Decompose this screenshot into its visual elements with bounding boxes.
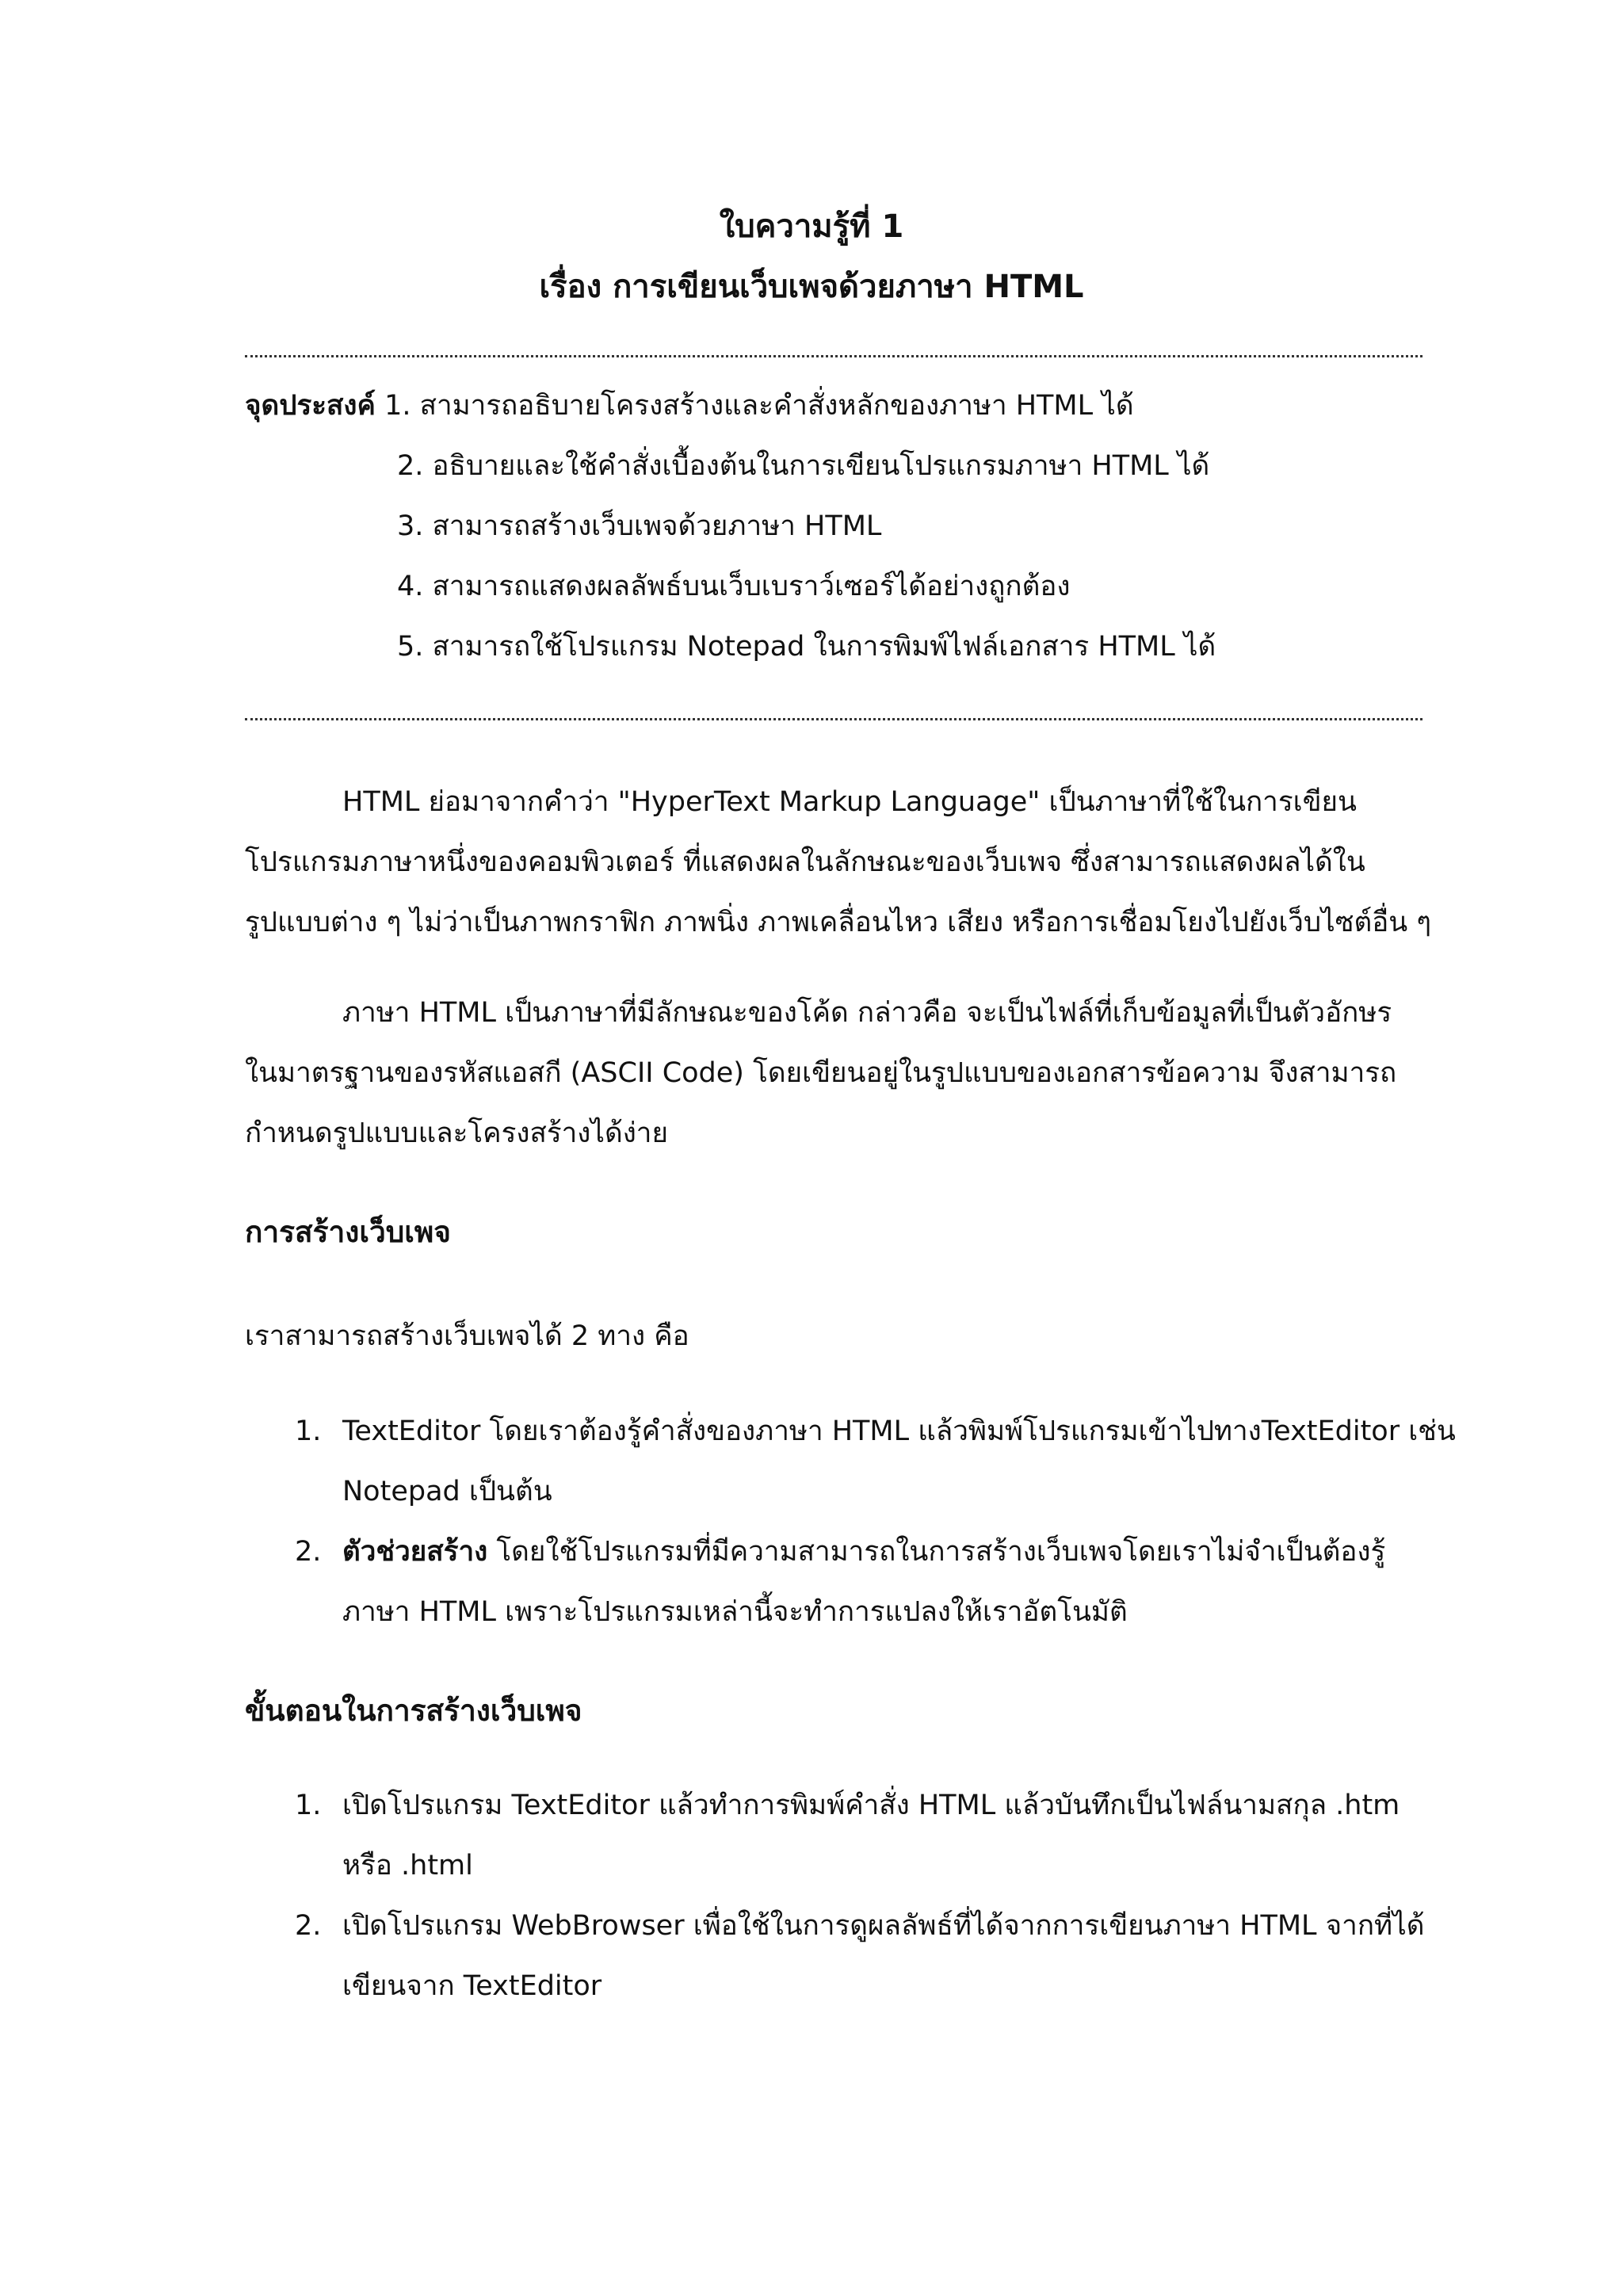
- intro-p2-line-2: ในมาตรฐานของรหัสแอสกี (ASCII Code) โดยเขียนอยู่ในรูปแบบของเอกสารข้อความ จึงสามารถ: [245, 1057, 1397, 1089]
- create-item-2-term: ตัวช่วยสร้าง: [342, 1536, 488, 1568]
- steps-item-1-line-1: เปิดโปรแกรม TextEditor แล้วทำการพิมพ์คำสั่ง HTML แล้วบันทึกเป็นไฟล์นามสกุล .htm: [342, 1790, 1400, 1821]
- section-heading-steps: ขั้นตอนในการสร้างเว็บเพจ: [245, 1694, 582, 1728]
- objective-item-3: 3. สามารถสร้างเว็บเพจด้วยภาษา HTML: [397, 510, 882, 542]
- intro-p1-line-2: โปรแกรมภาษาหนึ่งของคอมพิวเตอร์ ที่แสดงผลในลักษณะของเว็บเพจ ซึ่งสามารถแสดงผลได้ใน: [245, 846, 1365, 878]
- intro-p2-line-1: ภาษา HTML เป็นภาษาที่มีลักษณะของโค้ด กล่าวคือ จะเป็นไฟล์ที่เก็บข้อมูลที่เป็นตัวอักษร: [342, 997, 1392, 1029]
- objectives-label: จุดประสงค์: [245, 390, 376, 422]
- create-item-2-line-1: [342, 1534, 1385, 1569]
- steps-item-1-number: 1.: [295, 1790, 322, 1821]
- section-create-lead: เราสามารถสร้างเว็บเพจได้ 2 ทาง คือ: [245, 1320, 689, 1352]
- section-heading-create: การสร้างเว็บเพจ: [245, 1215, 451, 1249]
- dotted-divider-top: [245, 355, 1423, 357]
- dotted-divider-bottom: [245, 718, 1423, 720]
- intro-p1-line-3: รูปแบบต่าง ๆ ไม่ว่าเป็นภาพกราฟิก ภาพนิ่ง ภาพเคลื่อนไหว เสียง หรือการเชื่อมโยงไปยังเว็บไซต์อื่น ๆ: [245, 907, 1432, 938]
- intro-p1-line-1: HTML ย่อมาจากคำว่า "HyperText Markup Language" เป็นภาษาที่ใช้ในการเขียน: [342, 786, 1357, 818]
- create-item-2-number: 2.: [295, 1536, 322, 1568]
- steps-item-2-line-2: เขียนจาก TextEditor: [342, 1970, 602, 2002]
- intro-p2-line-3: กำหนดรูปแบบและโครงสร้างได้ง่าย: [245, 1117, 668, 1149]
- create-item-2-line-2: ภาษา HTML เพราะโปรแกรมเหล่านี้จะทำการแปลงให้เราอัตโนมัติ: [342, 1596, 1128, 1628]
- create-item-1-line-1: [342, 1414, 1456, 1449]
- objective-item-4: 4. สามารถแสดงผลลัพธ์บนเว็บเบราว์เซอร์ได้อย่างถูกต้อง: [397, 571, 1071, 602]
- document-subtitle: เรื่อง การเขียนเว็บเพจด้วยภาษา HTML: [539, 269, 1084, 305]
- create-item-1-number: 1.: [295, 1415, 322, 1447]
- steps-item-2-line-1: เปิดโปรแกรม WebBrowser เพื่อใช้ในการดูผลลัพธ์ที่ได้จากการเขียนภาษา HTML จากที่ได้: [342, 1910, 1425, 1942]
- document-title: ใบความรู้ที่ 1: [719, 208, 904, 245]
- create-item-1-line-2: Notepad เป็นต้น: [342, 1476, 552, 1507]
- create-item-1-term: TextEditor: [342, 1415, 481, 1447]
- objective-item-1: 1. สามารถอธิบายโครงสร้างและคำสั่งหลักของภาษา HTML ได้: [384, 390, 1134, 422]
- steps-item-1-line-2: หรือ .html: [342, 1850, 473, 1881]
- steps-item-2-number: 2.: [295, 1910, 322, 1942]
- objective-item-5: 5. สามารถใช้โปรแกรม Notepad ในการพิมพ์ไฟล์เอกสาร HTML ได้: [397, 631, 1216, 663]
- create-item-2-text: โดยใช้โปรแกรมที่มีความสามารถในการสร้างเว็บเพจโดยเราไม่จำเป็นต้องรู้: [487, 1536, 1386, 1568]
- objective-item-1-line: [245, 388, 1134, 423]
- objective-item-2: 2. อธิบายและใช้คำสั่งเบื้องต้นในการเขียนโปรแกรมภาษา HTML ได้: [397, 450, 1210, 482]
- create-item-1-text: โดยเราต้องรู้คำสั่งของภาษา HTML แล้วพิมพ์โปรแกรมเข้าไปทางTextEditor เช่น: [480, 1415, 1456, 1447]
